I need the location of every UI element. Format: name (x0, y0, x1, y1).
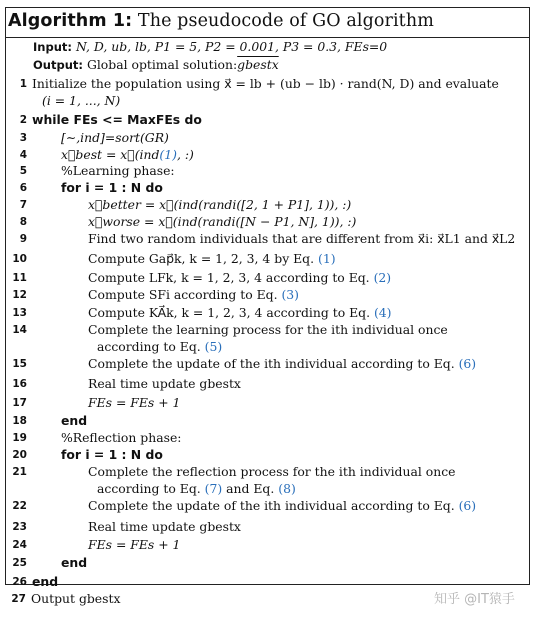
line-number: 11 (12, 272, 27, 284)
algorithm-title (8, 8, 528, 36)
line-text: Find two random individuals that are different from x⃗i: x⃗L1 and x⃗L2 (88, 231, 516, 246)
line-number: 8 (19, 216, 27, 228)
line-text: Real time update gbestx (88, 376, 241, 391)
line-text: %Reflection phase: (61, 430, 182, 445)
line-number: 6 (19, 182, 27, 194)
algorithm-title-text: The pseudocode of GO algorithm (137, 11, 434, 31)
line-text: for i = 1 : N do (61, 447, 163, 462)
line-text: Compute KA⃗k, k = 1, 2, 3, 4 according to Eq. (4) (88, 305, 392, 320)
output-variable: gbestx (237, 57, 279, 72)
line-text: %Learning phase: (61, 163, 175, 178)
line-number: 18 (12, 415, 27, 427)
line-text: end (32, 574, 59, 589)
line-text: FEs = FEs + 1 (88, 537, 181, 552)
line-number: 20 (12, 449, 27, 461)
line-number: 4 (19, 149, 27, 161)
line-number: 17 (12, 397, 27, 409)
line-text: Complete the reflection process for the ith individual once (88, 464, 456, 479)
line-text: x⃗better = x⃗(ind(randi([2, 1 + P1], 1)), :) (88, 197, 352, 212)
line-number: 7 (19, 199, 27, 211)
line-text: [∼,ind]=sort(GR) (61, 130, 169, 145)
line-number: 1 (19, 78, 27, 90)
algorithm-title-prefix: Algorithm 1: (8, 11, 133, 31)
line-number: 15 (12, 358, 27, 370)
line-text: x⃗best = x⃗(ind(1), :) (61, 147, 194, 162)
line-text: Initialize the population using x⃗ = lb + (ub − lb) · rand(N, D) and evaluate (32, 76, 499, 91)
line-number: 9 (19, 233, 27, 245)
line-number: 27 (11, 593, 26, 605)
line-text: end (61, 413, 88, 428)
line-number: 3 (19, 132, 27, 144)
line-text: (i = 1, ..., N) (42, 93, 121, 108)
line-number: 23 (12, 521, 27, 533)
line-number: 19 (12, 432, 27, 444)
line-number: 13 (12, 307, 27, 319)
line-text: Compute SFi according to Eq. (3) (88, 287, 300, 302)
line-number: 16 (12, 378, 27, 390)
line-number: 14 (12, 324, 27, 336)
line-number: 12 (12, 289, 27, 301)
algorithm-box (5, 7, 530, 589)
input-label: Input: (33, 40, 72, 54)
line-text: Complete the update of the ith individual according to Eq. (6) (88, 498, 477, 513)
line-text: Complete the update of the ith individual according to Eq. (6) (88, 356, 477, 371)
title-divider (6, 37, 529, 38)
line-number: 24 (12, 539, 27, 551)
line-text: according to Eq. (5) (97, 339, 223, 354)
line-text: according to Eq. (7) and Eq. (8) (97, 481, 296, 496)
line-number: 22 (12, 500, 27, 512)
line-text: Compute LFk, k = 1, 2, 3, 4 according to Eq. (2) (88, 270, 392, 285)
input-values: N, D, ub, lb, P1 = 5, P2 = 0.001, P3 = 0.3, FEs=0 (75, 39, 388, 54)
line-text: Output gbestx (31, 591, 121, 606)
line-text: while FEs <= MaxFEs do (32, 112, 202, 127)
line-text: end (61, 555, 88, 570)
line-text: for i = 1 : N do (61, 180, 163, 195)
line-number: 5 (19, 165, 27, 177)
line-number: 25 (12, 557, 27, 569)
line-text: x⃗worse = x⃗(ind(randi([N − P1, N], 1)), :) (88, 214, 357, 229)
line-number: 2 (19, 114, 27, 126)
line-text: Compute Gap⃗k, k = 1, 2, 3, 4 by Eq. (1) (88, 251, 336, 266)
line-text: Complete the learning process for the ith individual once (88, 322, 448, 337)
watermark-text: 知乎 @IT猿手 (434, 592, 515, 607)
line-number: 26 (12, 576, 27, 588)
line-number: 10 (12, 253, 27, 265)
line-text: FEs = FEs + 1 (88, 395, 181, 410)
output-label: Output: (33, 58, 83, 72)
line-text: Real time update gbestx (88, 519, 241, 534)
line-number: 21 (12, 466, 27, 478)
output-text: Global optimal solution: (86, 57, 238, 72)
